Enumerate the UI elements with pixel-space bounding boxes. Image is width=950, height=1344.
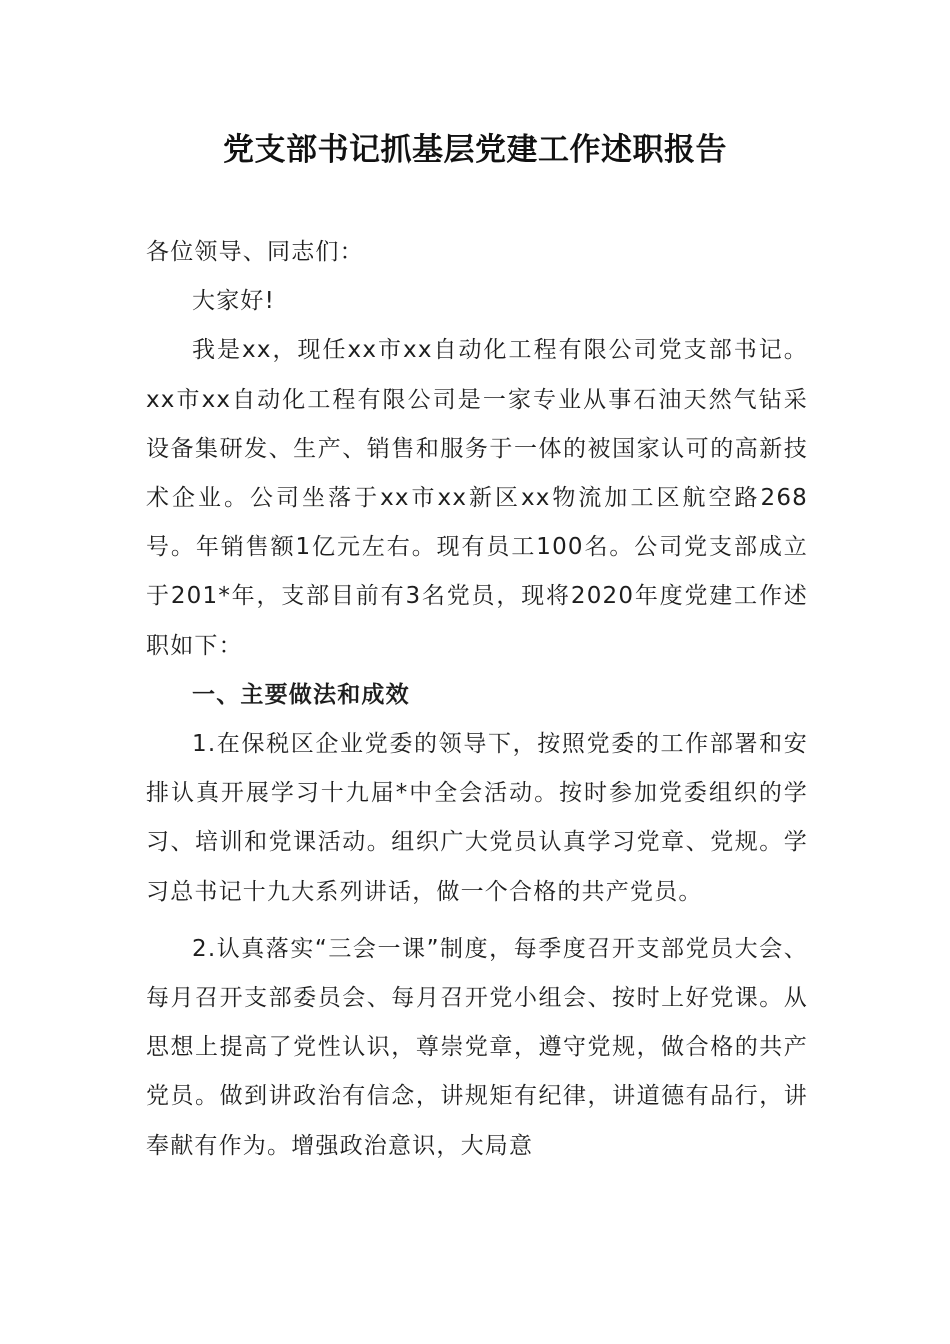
salutation: 各位领导、同志们：	[146, 239, 364, 265]
intro-paragraph: 我是xx，现任xx市xx自动化工程有限公司党支部书记。xx市xx自动化工程有限公司是一家专业从事石油天然气钻采设备集研发、生产、销售和服务于一体的被国家认可的高新技术企业。公司坐落于xx市xx新区xx物流加工区航空路268号。年销售额1亿元左右。现有员工100名。公司党支部成立于201*年，支部目前有3名党员，现将2020年度党建工作述职如下：	[146, 337, 808, 659]
greeting: 大家好!	[192, 288, 276, 315]
section-heading: 一、主要做法和成效	[192, 681, 410, 708]
section-paragraph-2: 2.认真落实“三会一课”制度，每季度召开支部党员大会、每月召开支部委员会、每月召开党小组会、按时上好党课。从思想上提高了党性认识，尊崇党章，遵守党规，做合格的共产党员。做到讲政治有信念，讲规矩有纪律，讲道德有品行，讲奉献有作为。增强政治意识，大局意	[146, 935, 808, 1159]
document-title: 党支部书记抓基层党建工作述职报告	[223, 132, 727, 168]
section-paragraph-1: 1.在保税区企业党委的领导下，按照党委的工作部署和安排认真开展学习十九届*中全会活动。按时参加党委组织的学习、培训和党课活动。组织广大党员认真学习党章、党规。学习总书记十九大系列讲话，做一个合格的共产党员。	[146, 731, 808, 905]
document-body	[146, 228, 808, 1171]
